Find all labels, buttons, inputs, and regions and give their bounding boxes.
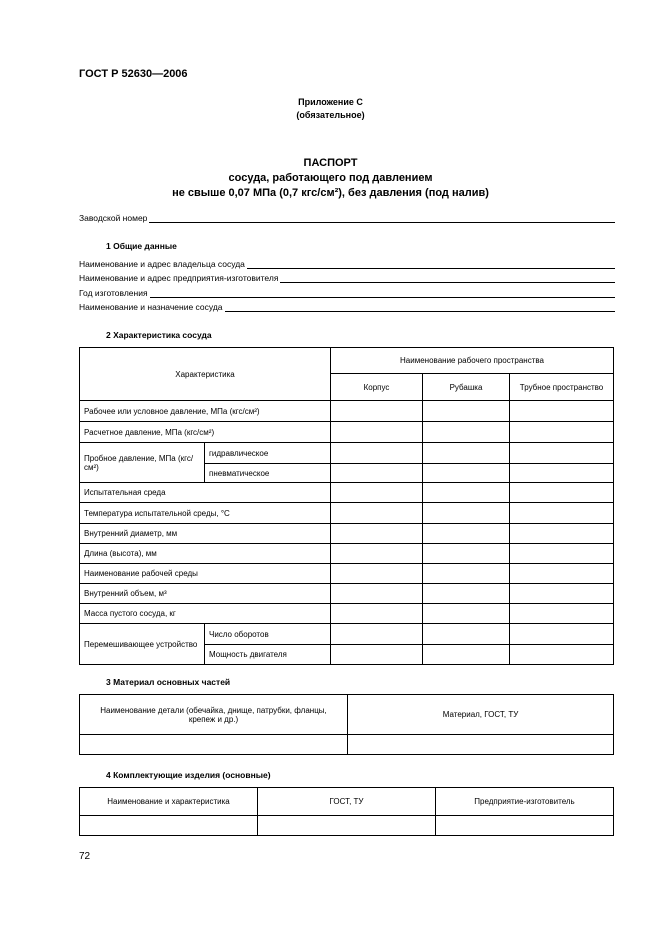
manufacturer-label: Наименование и адрес предприятия-изготовителя	[79, 273, 279, 283]
manufacturer-field[interactable]	[79, 271, 615, 283]
vessel-characteristics-table	[79, 347, 614, 665]
row-design-pressure: Расчетное давление, МПа (кгс/см²)	[80, 422, 331, 443]
table-row	[80, 483, 614, 503]
table-row	[80, 524, 614, 544]
row-inner-diameter: Внутренний диаметр, мм	[80, 524, 331, 544]
passport-subtitle-1: сосуда, работающего под давлением	[228, 172, 433, 184]
owner-label: Наименование и адрес владельца сосуда	[79, 259, 245, 269]
serial-number-label: Заводской номер	[79, 213, 148, 223]
components-table	[79, 787, 614, 836]
row-volume: Внутренний объем, м³	[80, 584, 331, 604]
document-code: ГОСТ Р 52630—2006	[79, 68, 188, 80]
table-row	[80, 564, 614, 584]
appendix-title: Приложение С	[298, 97, 363, 107]
table-row	[80, 401, 614, 422]
table-row	[80, 735, 614, 755]
row-test-medium: Испытательная среда	[80, 483, 331, 503]
header-characteristic: Характеристика	[80, 348, 331, 401]
header-detail-name: Наименование детали (обечайка, днище, патрубки, фланцы, крепеж и др.)	[80, 695, 348, 735]
row-length: Длина (высота), мм	[80, 544, 331, 564]
appendix-type: (обязательное)	[296, 110, 365, 120]
header-gost: ГОСТ, ТУ	[258, 788, 436, 816]
passport-subtitle-2: не свыше 0,07 МПа (0,7 кгс/см²), без давления (под налив)	[172, 187, 489, 199]
passport-title: ПАСПОРТ	[303, 157, 358, 169]
passport-title-block	[0, 156, 661, 201]
header-body: Корпус	[331, 374, 423, 401]
appendix-heading	[0, 96, 661, 122]
row-pneumatic: пневматическое	[205, 464, 331, 483]
row-mixer: Перемешивающее устройство	[80, 624, 205, 665]
table-row	[80, 503, 614, 524]
table-row	[80, 544, 614, 564]
section-3-title: 3 Материал основных частей	[106, 677, 231, 687]
page-number: 72	[79, 851, 91, 862]
table-row	[80, 816, 614, 836]
header-tube-space: Трубное пространство	[510, 374, 614, 401]
row-working-pressure: Рабочее или условное давление, МПа (кгс/см²)	[80, 401, 331, 422]
section-2-title: 2 Характеристика сосуда	[106, 330, 212, 340]
table-row	[80, 624, 614, 645]
row-rpm: Число оборотов	[205, 624, 331, 645]
header-material: Материал, ГОСТ, ТУ	[348, 695, 614, 735]
header-component-name: Наименование и характеристика	[80, 788, 258, 816]
row-hydraulic: гидравлическое	[205, 443, 331, 464]
year-label: Год изготовления	[79, 288, 148, 298]
header-manufacturer: Предприятие-изготовитель	[436, 788, 614, 816]
section-4-title: 4 Комплектующие изделия (основные)	[106, 770, 271, 780]
row-test-pressure: Пробное давление, МПа (кгс/см²)	[80, 443, 205, 483]
header-working-space: Наименование рабочего пространства	[331, 348, 614, 374]
year-field[interactable]	[79, 286, 615, 298]
table-row	[80, 604, 614, 624]
serial-number-field[interactable]	[79, 211, 615, 223]
table-row	[80, 584, 614, 604]
purpose-field[interactable]	[79, 300, 615, 312]
section-1-title: 1 Общие данные	[106, 241, 177, 251]
row-empty-mass: Масса пустого сосуда, кг	[80, 604, 331, 624]
row-motor-power: Мощность двигателя	[205, 645, 331, 665]
owner-field[interactable]	[79, 257, 615, 269]
row-test-temperature: Температура испытательной среды, °С	[80, 503, 331, 524]
row-working-medium: Наименование рабочей среды	[80, 564, 331, 584]
table-row	[80, 422, 614, 443]
header-jacket: Рубашка	[423, 374, 510, 401]
table-row	[80, 443, 614, 464]
purpose-label: Наименование и назначение сосуда	[79, 302, 223, 312]
materials-table	[79, 694, 614, 755]
